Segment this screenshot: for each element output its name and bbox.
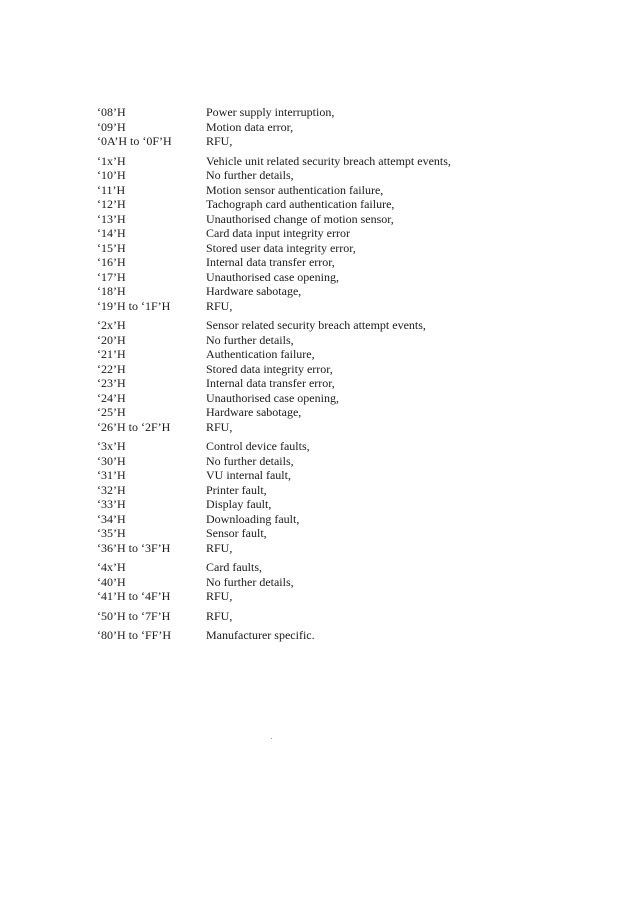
code-description: Hardware sabotage, — [206, 284, 302, 298]
code-value: ‘24’H — [97, 390, 126, 405]
code-value: ‘3x’H — [97, 439, 126, 453]
code-value: ‘40’H — [97, 574, 126, 589]
code-group — [97, 154, 517, 314]
code-row — [97, 420, 517, 435]
code-value: ‘10’H — [97, 168, 126, 182]
code-row — [97, 483, 517, 498]
code-value: ‘0A’H to ‘0F’H — [97, 134, 172, 148]
code-group — [97, 318, 517, 434]
code-description: No further details, — [206, 574, 294, 589]
code-description: Printer fault, — [206, 482, 267, 497]
code-description: Display fault, — [206, 497, 272, 511]
code-value: ‘35’H — [97, 526, 126, 540]
code-value: ‘15’H — [97, 240, 126, 255]
code-value: ‘16’H — [97, 255, 126, 269]
code-value: ‘1x’H — [97, 153, 126, 168]
code-row — [97, 512, 517, 527]
code-row — [97, 255, 517, 270]
code-group — [97, 105, 517, 149]
code-row — [97, 226, 517, 241]
code-value: ‘30’H — [97, 453, 126, 468]
code-value: ‘17’H — [97, 269, 126, 284]
code-group — [97, 439, 517, 555]
code-row — [97, 391, 517, 406]
code-row — [97, 299, 517, 314]
code-description: Downloading fault, — [206, 511, 300, 526]
code-row — [97, 154, 517, 169]
code-description: Control device faults, — [206, 439, 310, 453]
code-row — [97, 526, 517, 541]
code-description: RFU, — [206, 134, 233, 148]
code-value: ‘4x’H — [97, 560, 126, 574]
code-value: ‘41’H to ‘4F’H — [97, 589, 171, 603]
code-row — [97, 609, 517, 624]
code-row — [97, 105, 517, 120]
code-description: Power supply interruption, — [206, 105, 335, 119]
code-value: ‘31’H — [97, 468, 126, 482]
code-description: Hardware sabotage, — [206, 405, 302, 419]
scan-speck — [271, 738, 272, 739]
code-row — [97, 270, 517, 285]
code-row — [97, 541, 517, 556]
code-value: ‘19’H to ‘1F’H — [97, 298, 171, 313]
code-row — [97, 376, 517, 391]
code-value: ‘08’H — [97, 105, 126, 119]
code-value: ‘23’H — [97, 376, 126, 390]
code-value: ‘36’H to ‘3F’H — [97, 540, 171, 555]
event-fault-code-table — [97, 105, 517, 648]
code-description: Stored data integrity error, — [206, 361, 333, 376]
code-description: Card data input integrity error — [206, 226, 350, 240]
code-row — [97, 197, 517, 212]
code-description: Card faults, — [206, 560, 262, 574]
code-row — [97, 241, 517, 256]
code-row — [97, 347, 517, 362]
code-value: ‘20’H — [97, 332, 126, 347]
code-row — [97, 333, 517, 348]
code-description: RFU, — [206, 540, 233, 555]
code-row — [97, 183, 517, 198]
code-description: RFU, — [206, 608, 233, 623]
code-description: RFU, — [206, 298, 233, 313]
code-description: Sensor related security breach attempt events, — [206, 318, 426, 332]
code-description: Unauthorised case opening, — [206, 390, 339, 405]
code-value: ‘34’H — [97, 511, 126, 526]
code-row — [97, 454, 517, 469]
code-row — [97, 628, 517, 643]
code-description: Authentication failure, — [206, 347, 315, 361]
code-value: ‘21’H — [97, 347, 126, 361]
code-value: ‘14’H — [97, 226, 126, 240]
code-description: Stored user data integrity error, — [206, 240, 356, 255]
code-row — [97, 405, 517, 420]
code-value: ‘18’H — [97, 284, 126, 298]
code-description: Internal data transfer error, — [206, 255, 335, 269]
code-value: ‘25’H — [97, 405, 126, 419]
code-description: RFU, — [206, 589, 233, 603]
code-value: ‘09’H — [97, 119, 126, 134]
code-row — [97, 439, 517, 454]
code-group — [97, 609, 517, 624]
code-value: ‘12’H — [97, 197, 126, 211]
code-row — [97, 560, 517, 575]
code-group — [97, 628, 517, 643]
code-description: Tachograph card authentication failure, — [206, 197, 395, 211]
code-value: ‘50’H to ‘7F’H — [97, 608, 171, 623]
code-description: Internal data transfer error, — [206, 376, 335, 390]
code-row — [97, 589, 517, 604]
code-description: No further details, — [206, 332, 294, 347]
code-description: Unauthorised change of motion sensor, — [206, 211, 394, 226]
code-row — [97, 575, 517, 590]
code-value: ‘80’H to ‘FF’H — [97, 628, 171, 642]
code-description: Unauthorised case opening, — [206, 269, 339, 284]
code-row — [97, 284, 517, 299]
code-description: RFU, — [206, 419, 233, 434]
code-row — [97, 468, 517, 483]
code-value: ‘33’H — [97, 497, 126, 511]
code-description: Motion data error, — [206, 119, 294, 134]
code-description: Motion sensor authentication failure, — [206, 182, 384, 197]
code-description: Vehicle unit related security breach attempt events, — [206, 153, 451, 168]
code-row — [97, 120, 517, 135]
code-row — [97, 318, 517, 333]
code-row — [97, 212, 517, 227]
code-description: VU internal fault, — [206, 468, 291, 482]
code-value: ‘2x’H — [97, 318, 126, 332]
code-description: No further details, — [206, 453, 294, 468]
code-row — [97, 497, 517, 512]
code-group — [97, 560, 517, 604]
code-row — [97, 362, 517, 377]
code-description: Manufacturer specific. — [206, 628, 315, 642]
code-value: ‘13’H — [97, 211, 126, 226]
code-row — [97, 168, 517, 183]
code-row — [97, 134, 517, 149]
code-value: ‘11’H — [97, 182, 126, 197]
code-value: ‘22’H — [97, 361, 126, 376]
code-value: ‘32’H — [97, 482, 126, 497]
code-description: Sensor fault, — [206, 526, 267, 540]
code-description: No further details, — [206, 168, 294, 182]
code-value: ‘26’H to ‘2F’H — [97, 419, 171, 434]
